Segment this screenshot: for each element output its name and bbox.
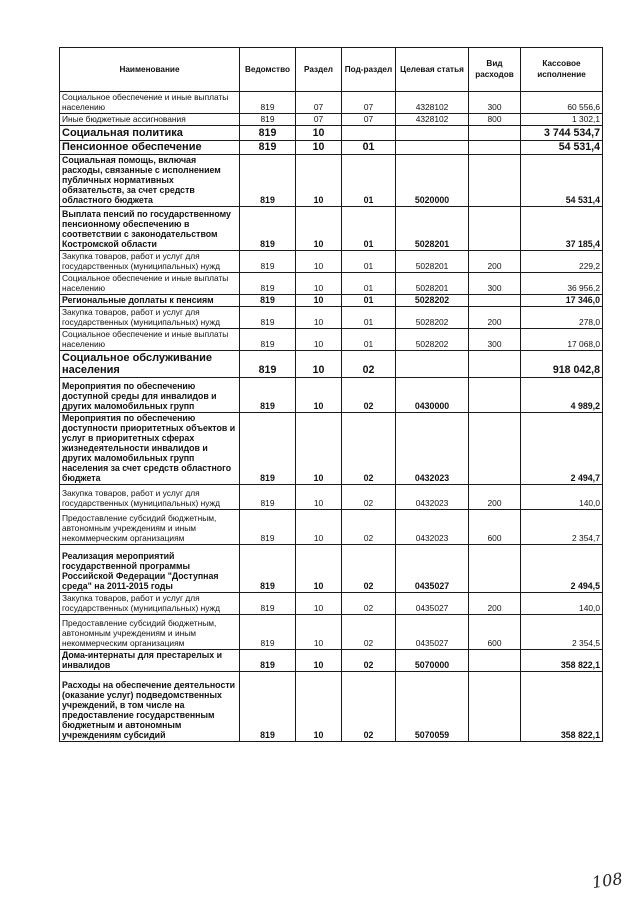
- cell-type: [469, 672, 521, 742]
- cell-type: [469, 413, 521, 485]
- cell-type: 600: [469, 510, 521, 545]
- cell-name: Закупка товаров, работ и услуг для государственных (муниципальных) нужд: [60, 593, 240, 615]
- table-row: [60, 207, 603, 251]
- cell-target: 0432023: [396, 413, 469, 485]
- cell-subsection: 07: [342, 92, 396, 114]
- cell-target: 0435027: [396, 615, 469, 650]
- cell-type: 300: [469, 329, 521, 351]
- table-row: [60, 351, 603, 378]
- cell-name: Региональные доплаты к пенсиям: [60, 295, 240, 307]
- cell-name: Реализация мероприятий государственной программы Российской Федерации "Доступная среда" на 2011-2015 годы: [60, 545, 240, 593]
- cell-subsection: 02: [342, 413, 396, 485]
- cell-amount: 17 346,0: [521, 295, 603, 307]
- cell-subsection: 01: [342, 295, 396, 307]
- cell-amount: 918 042,8: [521, 351, 603, 378]
- cell-department: 819: [240, 378, 296, 413]
- table-row: [60, 155, 603, 207]
- table-row: [60, 295, 603, 307]
- cell-department: 819: [240, 650, 296, 672]
- cell-department: 819: [240, 329, 296, 351]
- cell-name: Закупка товаров, работ и услуг для государственных (муниципальных) нужд: [60, 307, 240, 329]
- cell-amount: 140,0: [521, 593, 603, 615]
- cell-target: 5028202: [396, 329, 469, 351]
- cell-amount: 140,0: [521, 485, 603, 510]
- table-row: [60, 273, 603, 295]
- cell-amount: 2 354,5: [521, 615, 603, 650]
- cell-amount: 17 068,0: [521, 329, 603, 351]
- cell-subsection: 02: [342, 593, 396, 615]
- header-amount: Кассовое исполнение: [521, 48, 603, 92]
- cell-section: 10: [296, 545, 342, 593]
- cell-subsection: 02: [342, 378, 396, 413]
- table-row: [60, 126, 603, 141]
- cell-subsection: 02: [342, 351, 396, 378]
- cell-type: 800: [469, 114, 521, 126]
- cell-type: 200: [469, 307, 521, 329]
- cell-target: 5070059: [396, 672, 469, 742]
- cell-name: Закупка товаров, работ и услуг для государственных (муниципальных) нужд: [60, 485, 240, 510]
- cell-type: 200: [469, 485, 521, 510]
- cell-type: 200: [469, 593, 521, 615]
- cell-subsection: 02: [342, 545, 396, 593]
- table-row: [60, 141, 603, 155]
- table-row: [60, 593, 603, 615]
- table-header-row: [60, 48, 603, 92]
- cell-amount: 358 822,1: [521, 672, 603, 742]
- cell-amount: 278,0: [521, 307, 603, 329]
- cell-amount: 60 556,6: [521, 92, 603, 114]
- table-row: [60, 545, 603, 593]
- cell-department: 819: [240, 114, 296, 126]
- cell-name: Закупка товаров, работ и услуг для государственных (муниципальных) нужд: [60, 251, 240, 273]
- cell-section: 10: [296, 273, 342, 295]
- table-row: [60, 114, 603, 126]
- cell-section: 10: [296, 307, 342, 329]
- cell-department: 819: [240, 126, 296, 141]
- cell-amount: 1 302,1: [521, 114, 603, 126]
- cell-amount: 358 822,1: [521, 650, 603, 672]
- cell-subsection: 02: [342, 485, 396, 510]
- cell-section: 10: [296, 413, 342, 485]
- cell-target: 5028201: [396, 207, 469, 251]
- cell-target: 5028202: [396, 307, 469, 329]
- cell-section: 10: [296, 207, 342, 251]
- table-row: [60, 307, 603, 329]
- header-section: Раздел: [296, 48, 342, 92]
- cell-target: 5028202: [396, 295, 469, 307]
- cell-name: Мероприятия по обеспечению доступной среды для инвалидов и других маломобильных групп: [60, 378, 240, 413]
- cell-department: 819: [240, 155, 296, 207]
- cell-section: 10: [296, 510, 342, 545]
- table-row: [60, 413, 603, 485]
- header-target: Целевая статья: [396, 48, 469, 92]
- cell-type: [469, 141, 521, 155]
- cell-section: 10: [296, 126, 342, 141]
- cell-type: [469, 378, 521, 413]
- cell-department: 819: [240, 273, 296, 295]
- table-row: [60, 485, 603, 510]
- cell-department: 819: [240, 545, 296, 593]
- cell-amount: 37 185,4: [521, 207, 603, 251]
- cell-section: 07: [296, 114, 342, 126]
- header-subsection: Под-раздел: [342, 48, 396, 92]
- cell-type: 300: [469, 92, 521, 114]
- cell-department: 819: [240, 307, 296, 329]
- cell-amount: 2 494,7: [521, 413, 603, 485]
- table-body: [60, 92, 603, 742]
- cell-department: 819: [240, 615, 296, 650]
- cell-subsection: 01: [342, 207, 396, 251]
- cell-section: 10: [296, 485, 342, 510]
- cell-amount: 36 956,2: [521, 273, 603, 295]
- cell-target: 0432023: [396, 485, 469, 510]
- cell-target: 0435027: [396, 545, 469, 593]
- cell-name: Выплата пенсий по государственному пенсионному обеспечению в соответствии с законодательством Костромской области: [60, 207, 240, 251]
- cell-department: 819: [240, 141, 296, 155]
- cell-type: 200: [469, 251, 521, 273]
- cell-name: Социальное обеспечение и иные выплаты населению: [60, 273, 240, 295]
- cell-department: 819: [240, 251, 296, 273]
- table-row: [60, 510, 603, 545]
- cell-name: Дома-интернаты для престарелых и инвалидов: [60, 650, 240, 672]
- cell-name: Социальное обеспечение и иные выплаты населению: [60, 329, 240, 351]
- cell-name: Предоставление субсидий бюджетным, автономным учреждениям и иным некоммерческим организациям: [60, 615, 240, 650]
- cell-name: Пенсионное обеспечение: [60, 141, 240, 155]
- cell-target: [396, 141, 469, 155]
- cell-department: 819: [240, 295, 296, 307]
- cell-subsection: 01: [342, 155, 396, 207]
- cell-subsection: 01: [342, 273, 396, 295]
- cell-name: Иные бюджетные ассигнования: [60, 114, 240, 126]
- table-row: [60, 378, 603, 413]
- cell-amount: 2 494,5: [521, 545, 603, 593]
- cell-subsection: 07: [342, 114, 396, 126]
- cell-target: 5070000: [396, 650, 469, 672]
- table-row: [60, 615, 603, 650]
- cell-name: Социальная помощь, включая расходы, связанные с исполнением публичных нормативных обязательств, за счет средств областного бюджета: [60, 155, 240, 207]
- cell-subsection: 01: [342, 329, 396, 351]
- header-department: Ведомство: [240, 48, 296, 92]
- cell-type: 600: [469, 615, 521, 650]
- cell-department: 819: [240, 485, 296, 510]
- cell-department: 819: [240, 351, 296, 378]
- cell-name: Социальная политика: [60, 126, 240, 141]
- cell-target: 0435027: [396, 593, 469, 615]
- cell-target: 5028201: [396, 251, 469, 273]
- cell-target: 4328102: [396, 114, 469, 126]
- cell-type: 300: [469, 273, 521, 295]
- cell-section: 10: [296, 351, 342, 378]
- cell-target: 5020000: [396, 155, 469, 207]
- cell-section: 07: [296, 92, 342, 114]
- cell-type: [469, 545, 521, 593]
- budget-table: [59, 47, 603, 742]
- cell-subsection: 02: [342, 672, 396, 742]
- cell-target: [396, 351, 469, 378]
- table-row: [60, 672, 603, 742]
- header-name: Наименование: [60, 48, 240, 92]
- cell-type: [469, 295, 521, 307]
- cell-target: 0432023: [396, 510, 469, 545]
- cell-section: 10: [296, 378, 342, 413]
- cell-amount: 4 989,2: [521, 378, 603, 413]
- cell-target: 5028201: [396, 273, 469, 295]
- page-number: 108: [590, 868, 624, 893]
- cell-name: Социальное обеспечение и иные выплаты населению: [60, 92, 240, 114]
- cell-department: 819: [240, 672, 296, 742]
- cell-department: 819: [240, 593, 296, 615]
- cell-subsection: 02: [342, 615, 396, 650]
- cell-amount: 229,2: [521, 251, 603, 273]
- cell-department: 819: [240, 207, 296, 251]
- cell-section: 10: [296, 295, 342, 307]
- cell-target: 0430000: [396, 378, 469, 413]
- cell-subsection: 02: [342, 510, 396, 545]
- cell-department: 819: [240, 413, 296, 485]
- cell-target: 4328102: [396, 92, 469, 114]
- cell-subsection: 01: [342, 307, 396, 329]
- cell-amount: 2 354,7: [521, 510, 603, 545]
- cell-section: 10: [296, 650, 342, 672]
- cell-type: [469, 650, 521, 672]
- cell-type: [469, 351, 521, 378]
- cell-amount: 54 531,4: [521, 155, 603, 207]
- cell-subsection: 01: [342, 251, 396, 273]
- table-row: [60, 251, 603, 273]
- cell-department: 819: [240, 92, 296, 114]
- cell-name: Расходы на обеспечение деятельности (оказание услуг) подведомственных учреждений, в том числе на предоставление государственным бюджетным и автономным учреждениям субсидий: [60, 672, 240, 742]
- cell-section: 10: [296, 141, 342, 155]
- table-row: [60, 650, 603, 672]
- cell-section: 10: [296, 329, 342, 351]
- cell-amount: 3 744 534,7: [521, 126, 603, 141]
- cell-name: Предоставление субсидий бюджетным, автономным учреждениям и иным некоммерческим организациям: [60, 510, 240, 545]
- cell-section: 10: [296, 672, 342, 742]
- cell-subsection: [342, 126, 396, 141]
- cell-section: 10: [296, 251, 342, 273]
- cell-section: 10: [296, 593, 342, 615]
- cell-department: 819: [240, 510, 296, 545]
- cell-amount: 54 531,4: [521, 141, 603, 155]
- cell-target: [396, 126, 469, 141]
- header-type: Вид расходов: [469, 48, 521, 92]
- table-row: [60, 92, 603, 114]
- cell-type: [469, 207, 521, 251]
- cell-section: 10: [296, 155, 342, 207]
- cell-name: Мероприятия по обеспечению доступности приоритетных объектов и услуг в приоритетных сферах жизнедеятельности инвалидов и других маломобильных групп населения за счет средств областного бюджета: [60, 413, 240, 485]
- table-row: [60, 329, 603, 351]
- cell-subsection: 02: [342, 650, 396, 672]
- cell-name: Социальное обслуживание населения: [60, 351, 240, 378]
- cell-section: 10: [296, 615, 342, 650]
- cell-type: [469, 155, 521, 207]
- cell-subsection: 01: [342, 141, 396, 155]
- cell-type: [469, 126, 521, 141]
